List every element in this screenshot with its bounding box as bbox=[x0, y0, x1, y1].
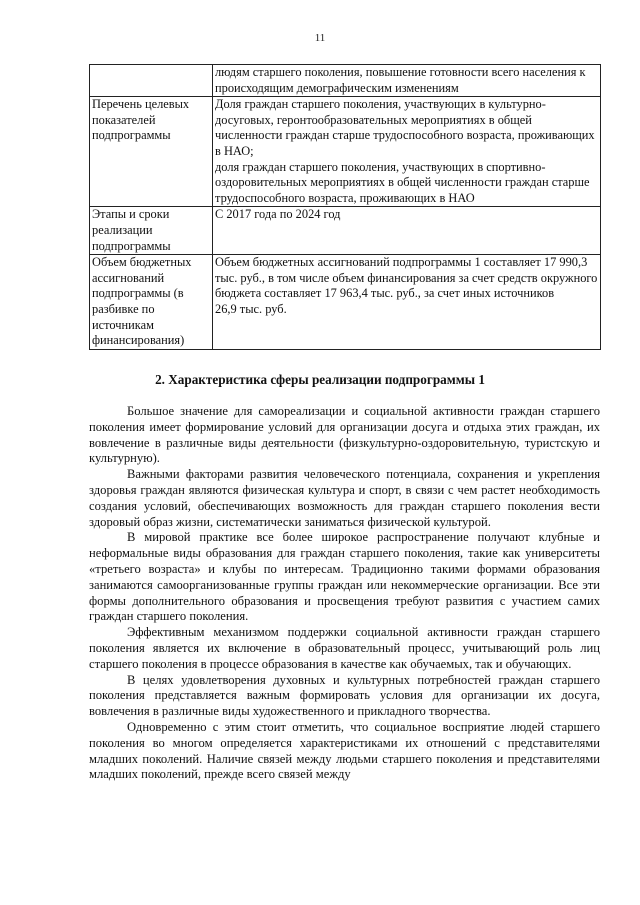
subprogram-passport-table bbox=[89, 64, 601, 350]
paragraph: Эффективным механизмом поддержки социальной активности граждан старшего поколения является их включение в образовательный процесс, учитывающий роль лиц старшего поколения в процессе образования в качестве как обучаемых, так и обучающих. bbox=[89, 625, 600, 671]
table-row bbox=[90, 65, 601, 97]
row-value-text: Доля граждан старшего поколения, участвующих в культурно-досуговых, геронтообразовательных мероприятиях в общей численности граждан старше трудоспособного возраста, проживающих в НАО; bbox=[215, 97, 595, 158]
row-value-text: С 2017 года по 2024 год bbox=[215, 207, 341, 222]
row-label bbox=[90, 65, 213, 97]
row-value bbox=[213, 255, 601, 350]
paragraph: В целях удовлетворения духовных и культурных потребностей граждан старшего поколения представляется важным формировать условия для организации их досуга, вовлечения в различные виды художественного и прикладного творчества. bbox=[89, 672, 600, 719]
row-value-text: людям старшего поколения, повышение готовности всего населения к происходящим демографическим изменениям bbox=[215, 65, 586, 95]
row-label: Перечень целевых показателей подпрограммы bbox=[90, 97, 213, 207]
row-value bbox=[213, 207, 601, 255]
row-label: Объем бюджетных ассигнований подпрограммы (в разбивке по источникам финансирования) bbox=[90, 255, 213, 350]
row-value-text: 26,9 тыс. руб. bbox=[215, 301, 287, 316]
paragraph: Большое значение для самореализации и социальной активности граждан старшего поколения имеет формирование условий для организации досуга и отдыха этих граждан, их вовлечение в различные виды деятельности (физкультурно-оздоровительную, туристскую и культурную). bbox=[89, 404, 600, 466]
row-value bbox=[213, 97, 601, 207]
row-value-text: доля граждан старшего поколения, участвующих в спортивно-оздоровительных мероприятиях в общей численности граждан старше трудоспособного возраста, проживающих в НАО bbox=[215, 159, 590, 205]
table-row bbox=[90, 97, 601, 207]
row-value bbox=[213, 65, 601, 97]
row-label: Этапы и сроки реализации подпрограммы bbox=[90, 207, 213, 255]
table-row bbox=[90, 255, 601, 350]
page-number: 11 bbox=[314, 32, 326, 44]
paragraph: В мировой практике все более широкое распространение получают клубные и неформальные виды образования для граждан старшего поколения, такие как университеты «третьего возраста» и клубы по интересам. Традиционно такими формами образования занимаются самоорганизованные группы граждан или некоммерческие организации. Все эти формы дополнительного образования и просвещения требуют развития с участием самих граждан старшего поколения. bbox=[89, 530, 600, 624]
body-text bbox=[89, 404, 600, 783]
table-row bbox=[90, 207, 601, 255]
paragraph: Одновременно с этим стоит отметить, что социальное восприятие людей старшего поколения во многом определяется характеристиками их отношений с представителями младших поколений. Наличие связей между людьми старшего поколения и представителями младших поколений, прежде всего связей между bbox=[89, 719, 600, 782]
row-value-text: Объем бюджетных ассигнований подпрограммы 1 составляет 17 990,3 тыс. руб., в том числе объем финансирования за счет средств окружного бюджета составляет 17 963,4 тыс. руб., за счет иных источников bbox=[215, 255, 598, 301]
section-heading: 2. Характеристика сферы реализации подпрограммы 1 bbox=[155, 372, 485, 387]
paragraph: Важными факторами развития человеческого потенциала, сохранения и укрепления здоровья граждан являются физическая культура и спорт, в связи с чем растет необходимость создания условий, обеспечивающих возможность для граждан старшего поколения вести здоровый образ жизни, систематически заниматься физической культурой. bbox=[89, 467, 600, 529]
